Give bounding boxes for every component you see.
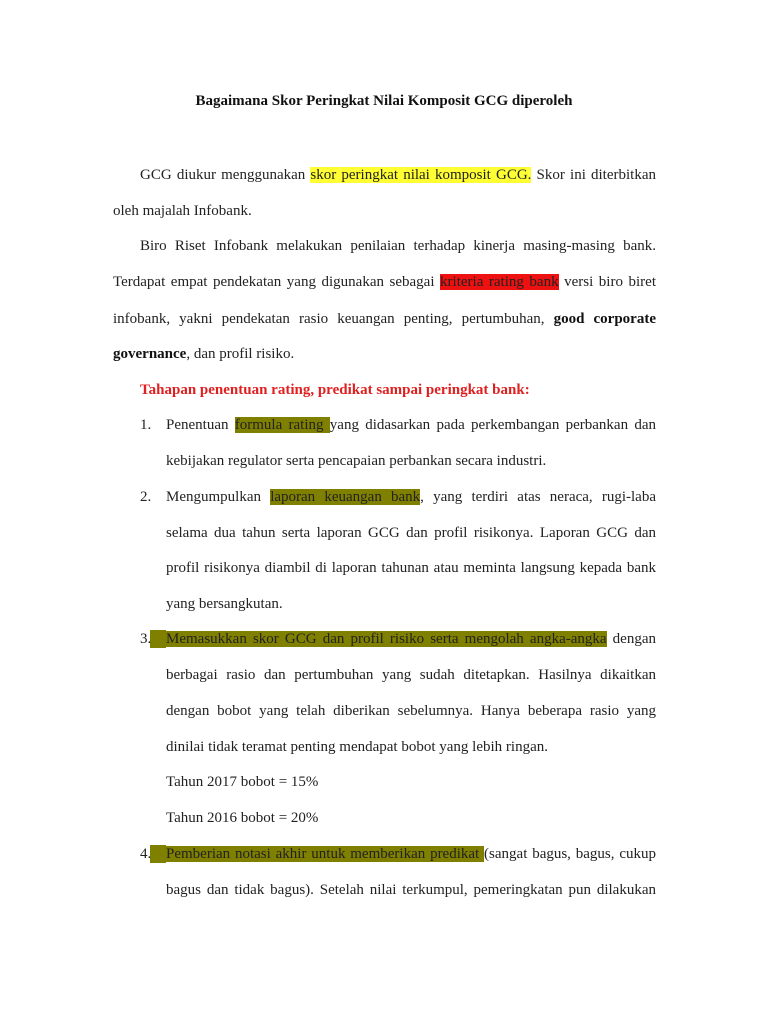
item1-line1: Penentuan formula rating yang didasarkan pada perkembangan perbankan dan xyxy=(166,417,656,433)
highlight-olive: formula rating xyxy=(234,417,330,433)
highlight-olive xyxy=(150,845,166,863)
item1-line2: kebijakan regulator serta pencapaian perbankan secara industri. xyxy=(166,453,547,469)
para2-line1: Biro Riset Infobank melakukan penilaian terhadap kinerja masing-masing bank. xyxy=(140,238,656,254)
list-number: 1. xyxy=(140,417,152,433)
highlight-yellow: skor peringkat nilai komposit GCG. xyxy=(310,167,532,183)
list-number: 4. xyxy=(140,846,152,862)
page-title: Bagaimana Skor Peringkat Nilai Komposit GCG diperoleh xyxy=(195,93,573,109)
list-number: 2. xyxy=(140,489,152,505)
bold-text: good corporate xyxy=(553,311,656,327)
item3-line2: berbagai rasio dan pertumbuhan yang sudah ditetapkan. Hasilnya dikaitkan xyxy=(166,667,656,683)
item3-line1: Memasukkan skor GCG dan profil risiko serta mengolah angka-angka dengan xyxy=(166,631,656,647)
item4-line2: bagus dan tidak bagus). Setelah nilai terkumpul, pemeringkatan pun dilakukan xyxy=(166,882,656,898)
highlight-olive: Pemberian notasi akhir untuk memberikan predikat xyxy=(166,846,485,862)
item2-line4: yang bersangkutan. xyxy=(166,596,283,612)
item3-line3: dengan bobot yang telah diberikan sebelumnya. Hanya beberapa rasio yang xyxy=(166,703,656,719)
para1-line1: GCG diukur menggunakan skor peringkat nilai komposit GCG. Skor ini diterbitkan xyxy=(140,167,656,183)
section-heading: Tahapan penentuan rating, predikat sampai peringkat bank: xyxy=(140,382,530,398)
item2-line2: selama dua tahun serta laporan GCG dan profil risikonya. Laporan GCG dan xyxy=(166,525,656,541)
item2-line1: Mengumpulkan laporan keuangan bank, yang terdiri atas neraca, rugi-laba xyxy=(166,489,656,505)
item2-line3: profil risikonya diambil di laporan tahunan atau meminta langsung kepada bank xyxy=(166,560,656,576)
highlight-olive: laporan keuangan bank xyxy=(270,489,421,505)
para1-line2: oleh majalah Infobank. xyxy=(113,203,252,219)
bold-text: governance xyxy=(113,346,187,362)
item3-line6: Tahun 2016 bobot = 20% xyxy=(166,810,319,826)
para2-line4: governance, dan profil risiko. xyxy=(113,346,295,362)
item3-line5: Tahun 2017 bobot = 15% xyxy=(166,774,319,790)
para2-line2: Terdapat empat pendekatan yang digunakan sebagai kriteria rating bank versi biro biret xyxy=(113,274,656,290)
highlight-red: kriteria rating bank xyxy=(440,274,559,290)
item3-line4: dinilai tidak teramat penting mendapat bobot yang lebih ringan. xyxy=(166,739,548,755)
highlight-olive: Memasukkan skor GCG dan profil risiko serta mengolah angka-angka xyxy=(166,631,607,647)
para2-line3: infobank, yakni pendekatan rasio keuangan penting, pertumbuhan, good corporate xyxy=(113,311,656,327)
item4-line1: Pemberian notasi akhir untuk memberikan predikat (sangat bagus, bagus, cukup xyxy=(166,846,656,862)
highlight-olive xyxy=(150,630,166,648)
list-number: 3. xyxy=(140,631,152,647)
